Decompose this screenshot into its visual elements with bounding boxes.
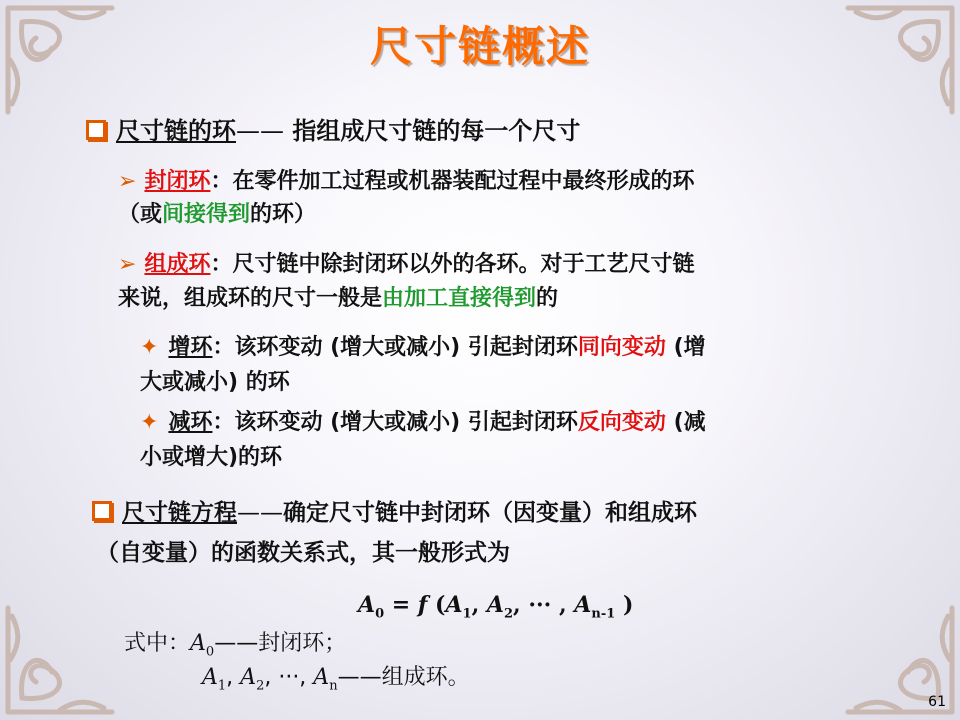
square-bullet-icon	[92, 501, 112, 521]
eq-equals: =	[384, 592, 418, 618]
where-a0-text: ——封闭环；	[214, 631, 347, 656]
where-a0-sub: 0	[205, 644, 215, 660]
corner-ornament-bottom-left	[0, 600, 120, 720]
closed-ring-line-1	[118, 167, 694, 197]
star-bullet-icon: ✦	[140, 335, 159, 360]
equation-heading-line-2: （自变量）的函数关系式，其一般形式为	[96, 540, 510, 566]
where-list-sep-1: ,	[226, 665, 241, 690]
decreasing-ring-term: 减环	[168, 410, 213, 435]
eq-an-sub: n-1	[591, 606, 616, 622]
where-list-sub-n: n	[329, 678, 338, 694]
where-list-a2: A	[240, 665, 257, 690]
page-number: 61	[928, 694, 946, 710]
dimension-chain-equation	[358, 592, 633, 621]
component-ring-text-1: ：尺寸链中除封闭环以外的各环。对于工艺尺寸链	[210, 252, 695, 277]
decreasing-ring-line-2: 小或增大)的环	[140, 445, 283, 470]
star-bullet-icon: ✦	[140, 410, 159, 435]
where-list-a1: A	[202, 665, 218, 690]
eq-sep-2: , ··· ,	[513, 592, 575, 618]
increasing-ring-line-2: 大或减小) 的环	[140, 370, 290, 395]
eq-a2-sub: 2	[503, 606, 514, 622]
increasing-ring-text-1-pre: ：该环变动 (增大或减小) 引起封闭环	[212, 335, 578, 360]
where-prefix: 式中：	[124, 631, 191, 656]
closed-ring-line-2	[118, 200, 316, 230]
ring-heading-dash: ——	[236, 117, 284, 145]
slide-title: 尺寸链概述	[369, 22, 590, 71]
where-list-an: A	[313, 665, 330, 690]
closed-ring-text-2-pre: （或	[118, 202, 163, 227]
where-line-1	[124, 626, 346, 659]
where-a0: A	[190, 631, 206, 656]
section-ring-heading	[86, 116, 580, 146]
where-list-sub-2: 2	[256, 678, 265, 694]
section-equation-heading	[92, 498, 697, 528]
increasing-ring-term: 增环	[168, 335, 213, 360]
closed-ring-term: 封闭环	[144, 169, 211, 194]
where-list-text: ——组成环。	[337, 665, 470, 690]
component-ring-text-2-pre: 来说，组成环的尺寸一般是	[118, 286, 383, 311]
equation-heading-dash: ——	[237, 500, 283, 526]
eq-a2: A	[486, 592, 504, 618]
closed-ring-text-2-green: 间接得到	[162, 202, 251, 227]
decreasing-ring-line-1	[140, 408, 706, 438]
closed-ring-text-1: ：在零件加工过程或机器装配过程中最终形成的环	[210, 169, 695, 194]
increasing-ring-text-1-red: 同向变动	[577, 335, 666, 360]
eq-open-paren: (	[427, 592, 446, 618]
eq-function: f	[417, 592, 428, 618]
where-line-2	[202, 660, 470, 693]
arrow-bullet-icon: ➢	[118, 252, 137, 277]
closed-ring-text-2-post: 的环）	[250, 202, 317, 227]
where-list-sub-1: 1	[217, 678, 227, 694]
increasing-ring-text-1-post: (增	[665, 335, 706, 360]
component-ring-line-1	[118, 250, 694, 280]
eq-a1: A	[445, 592, 463, 618]
decreasing-ring-text-1-post: (减	[665, 410, 706, 435]
component-ring-line-2	[118, 284, 558, 314]
decreasing-ring-text-1-red: 反向变动	[577, 410, 666, 435]
eq-lhs-sub: 0	[375, 606, 385, 622]
component-ring-text-2-green: 由加工直接得到	[382, 286, 537, 311]
equation-heading-term: 尺寸链方程	[122, 500, 237, 526]
arrow-bullet-icon: ➢	[118, 169, 137, 194]
eq-a1-sub: 1	[462, 606, 472, 622]
decreasing-ring-text-1-pre: ：该环变动 (增大或减小) 引起封闭环	[212, 410, 578, 435]
eq-sep-1: ,	[471, 592, 487, 618]
ring-heading-term: 尺寸链的环	[116, 117, 236, 145]
eq-lhs: A	[358, 592, 376, 618]
eq-an: A	[574, 592, 592, 618]
square-bullet-icon	[86, 120, 106, 140]
increasing-ring-line-1	[140, 333, 706, 363]
component-ring-term: 组成环	[144, 252, 211, 277]
where-list-sep-2: , ···,	[264, 665, 314, 690]
eq-close-paren: )	[615, 592, 634, 618]
component-ring-text-2-post: 的	[536, 286, 559, 311]
equation-heading-text-1: 确定尺寸链中封闭环（因变量）和组成环	[283, 500, 697, 526]
ring-heading-desc: 指组成尺寸链的每一个尺寸	[284, 117, 581, 145]
